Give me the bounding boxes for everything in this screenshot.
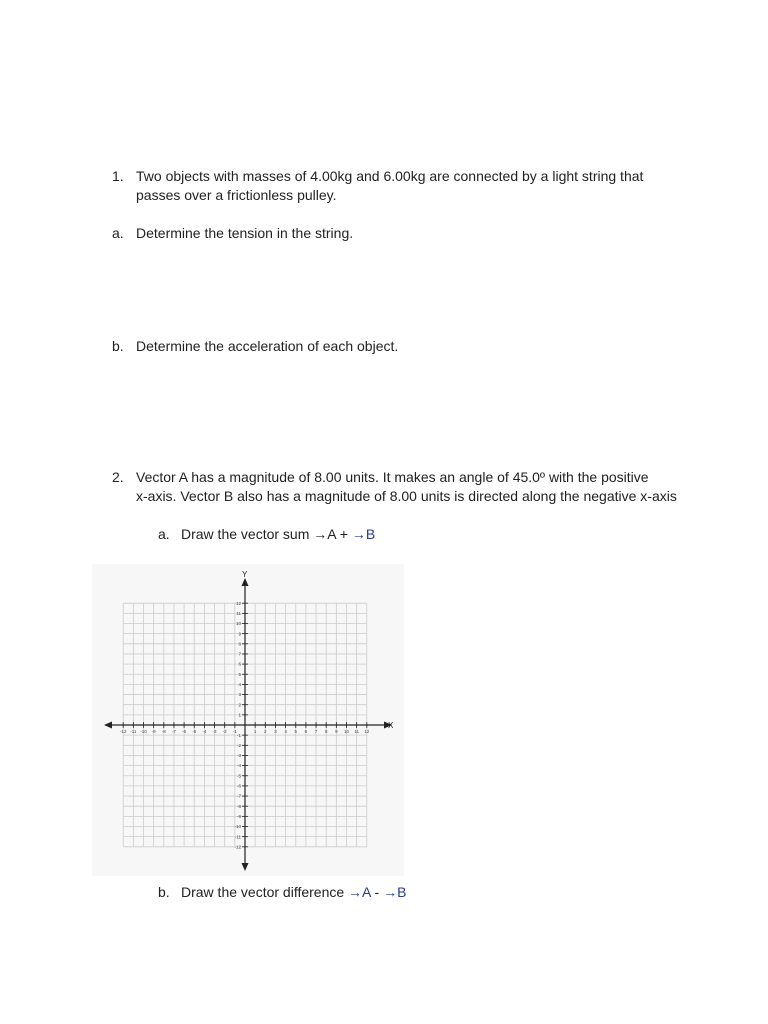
x-tick-label: 4 (284, 729, 287, 734)
question-1-number: 1. (112, 168, 124, 184)
y-tick-label: -12 (234, 844, 241, 850)
x-tick-label: -2 (222, 729, 227, 734)
question-1a-text: Determine the tension in the string. (136, 225, 354, 241)
x-tick-label: 1 (253, 729, 257, 734)
x-tick-label: -8 (161, 729, 166, 734)
y-tick-label: -10 (234, 824, 241, 830)
y-tick-label: -9 (236, 813, 241, 819)
vector-b-label: →B (351, 526, 376, 542)
y-tick-label: 5 (238, 671, 241, 677)
question-2-text-line-1: Vector A has a magnitude of 8.00 units. It makes an angle of 45.0º with the positive (136, 469, 649, 485)
y-tick-label: 4 (238, 682, 241, 687)
y-tick-label: 3 (238, 692, 241, 698)
question-2a-text (181, 525, 375, 544)
y-axis-label: Y (242, 570, 248, 579)
question-2b-prefix: Draw the vector difference (181, 884, 349, 900)
x-tick-label: -9 (151, 729, 156, 734)
x-tick-label: -10 (140, 729, 147, 734)
x-tick-label: 8 (324, 729, 328, 734)
x-tick-label: 10 (343, 729, 350, 734)
y-tick-label: -1 (236, 732, 241, 738)
y-tick-label: 6 (238, 661, 241, 667)
y-tick-label: -8 (236, 803, 241, 809)
question-2-number: 2. (112, 469, 124, 485)
y-tick-label: -4 (236, 763, 241, 769)
x-tick-label: 3 (274, 729, 277, 734)
x-tick-label: -11 (130, 729, 137, 734)
y-tick-label: -11 (234, 834, 241, 840)
x-tick-label: 7 (314, 729, 318, 734)
x-tick-label: -4 (202, 729, 207, 734)
x-axis-label: X (388, 721, 394, 730)
x-tick-label: 5 (294, 729, 298, 734)
question-2b-text (181, 883, 406, 902)
minus-operator: - (370, 884, 384, 900)
vector-a-label: →A (348, 884, 371, 900)
x-tick-label: 2 (264, 729, 267, 734)
question-1b-text: Determine the acceleration of each object. (136, 338, 399, 354)
x-tick-label: 9 (335, 729, 338, 734)
x-tick-label: -7 (171, 729, 176, 734)
y-tick-label: -3 (236, 753, 241, 759)
x-axis-left-arrow (104, 722, 112, 729)
vector-a-label: →A (313, 526, 336, 542)
y-tick-label: 8 (238, 641, 241, 647)
question-1a-marker: a. (112, 225, 124, 241)
x-tick-label: -6 (182, 729, 187, 734)
axes (104, 578, 392, 871)
x-tick-label: -5 (192, 729, 197, 734)
question-2-text-line-2: x-axis. Vector B also has a magnitude of 8.00 units is directed along the negative x-axis (136, 488, 677, 504)
y-tick-label: -7 (236, 793, 241, 799)
y-tick-label: 10 (235, 621, 241, 627)
y-tick-label: -2 (236, 742, 241, 748)
x-tick-label: 12 (364, 729, 370, 734)
y-tick-label: 2 (238, 702, 241, 708)
x-tick-label: -12 (119, 729, 127, 734)
y-tick-label: 7 (238, 651, 241, 657)
x-tick-label: 11 (354, 729, 359, 734)
y-tick-label: -6 (236, 783, 241, 789)
y-tick-label: -5 (236, 773, 241, 779)
y-tick-label: 9 (238, 631, 241, 637)
y-tick-label: 11 (236, 610, 241, 616)
question-1-text-line-1: Two objects with masses of 4.00kg and 6.00kg are connected by a light string that (136, 168, 644, 184)
question-2b-marker: b. (158, 884, 170, 900)
x-tick-label: 6 (304, 729, 308, 734)
question-2a-marker: a. (158, 526, 170, 542)
question-1-text-line-2: passes over a frictionless pulley. (136, 187, 337, 203)
question-1b-marker: b. (112, 338, 124, 354)
y-axis-top-arrow (242, 578, 249, 586)
x-tick-label: -3 (212, 729, 217, 734)
coordinate-grid-panel (92, 564, 404, 876)
question-2a-prefix: Draw the vector sum (181, 526, 314, 542)
vector-b-label: →B (383, 884, 407, 900)
coordinate-grid[interactable] (92, 564, 404, 876)
x-tick-label: -1 (232, 729, 237, 734)
y-tick-label: 12 (235, 600, 241, 606)
y-tick-label: 1 (238, 712, 241, 718)
plus-operator: + (335, 526, 352, 542)
y-axis-bottom-arrow (242, 863, 249, 871)
